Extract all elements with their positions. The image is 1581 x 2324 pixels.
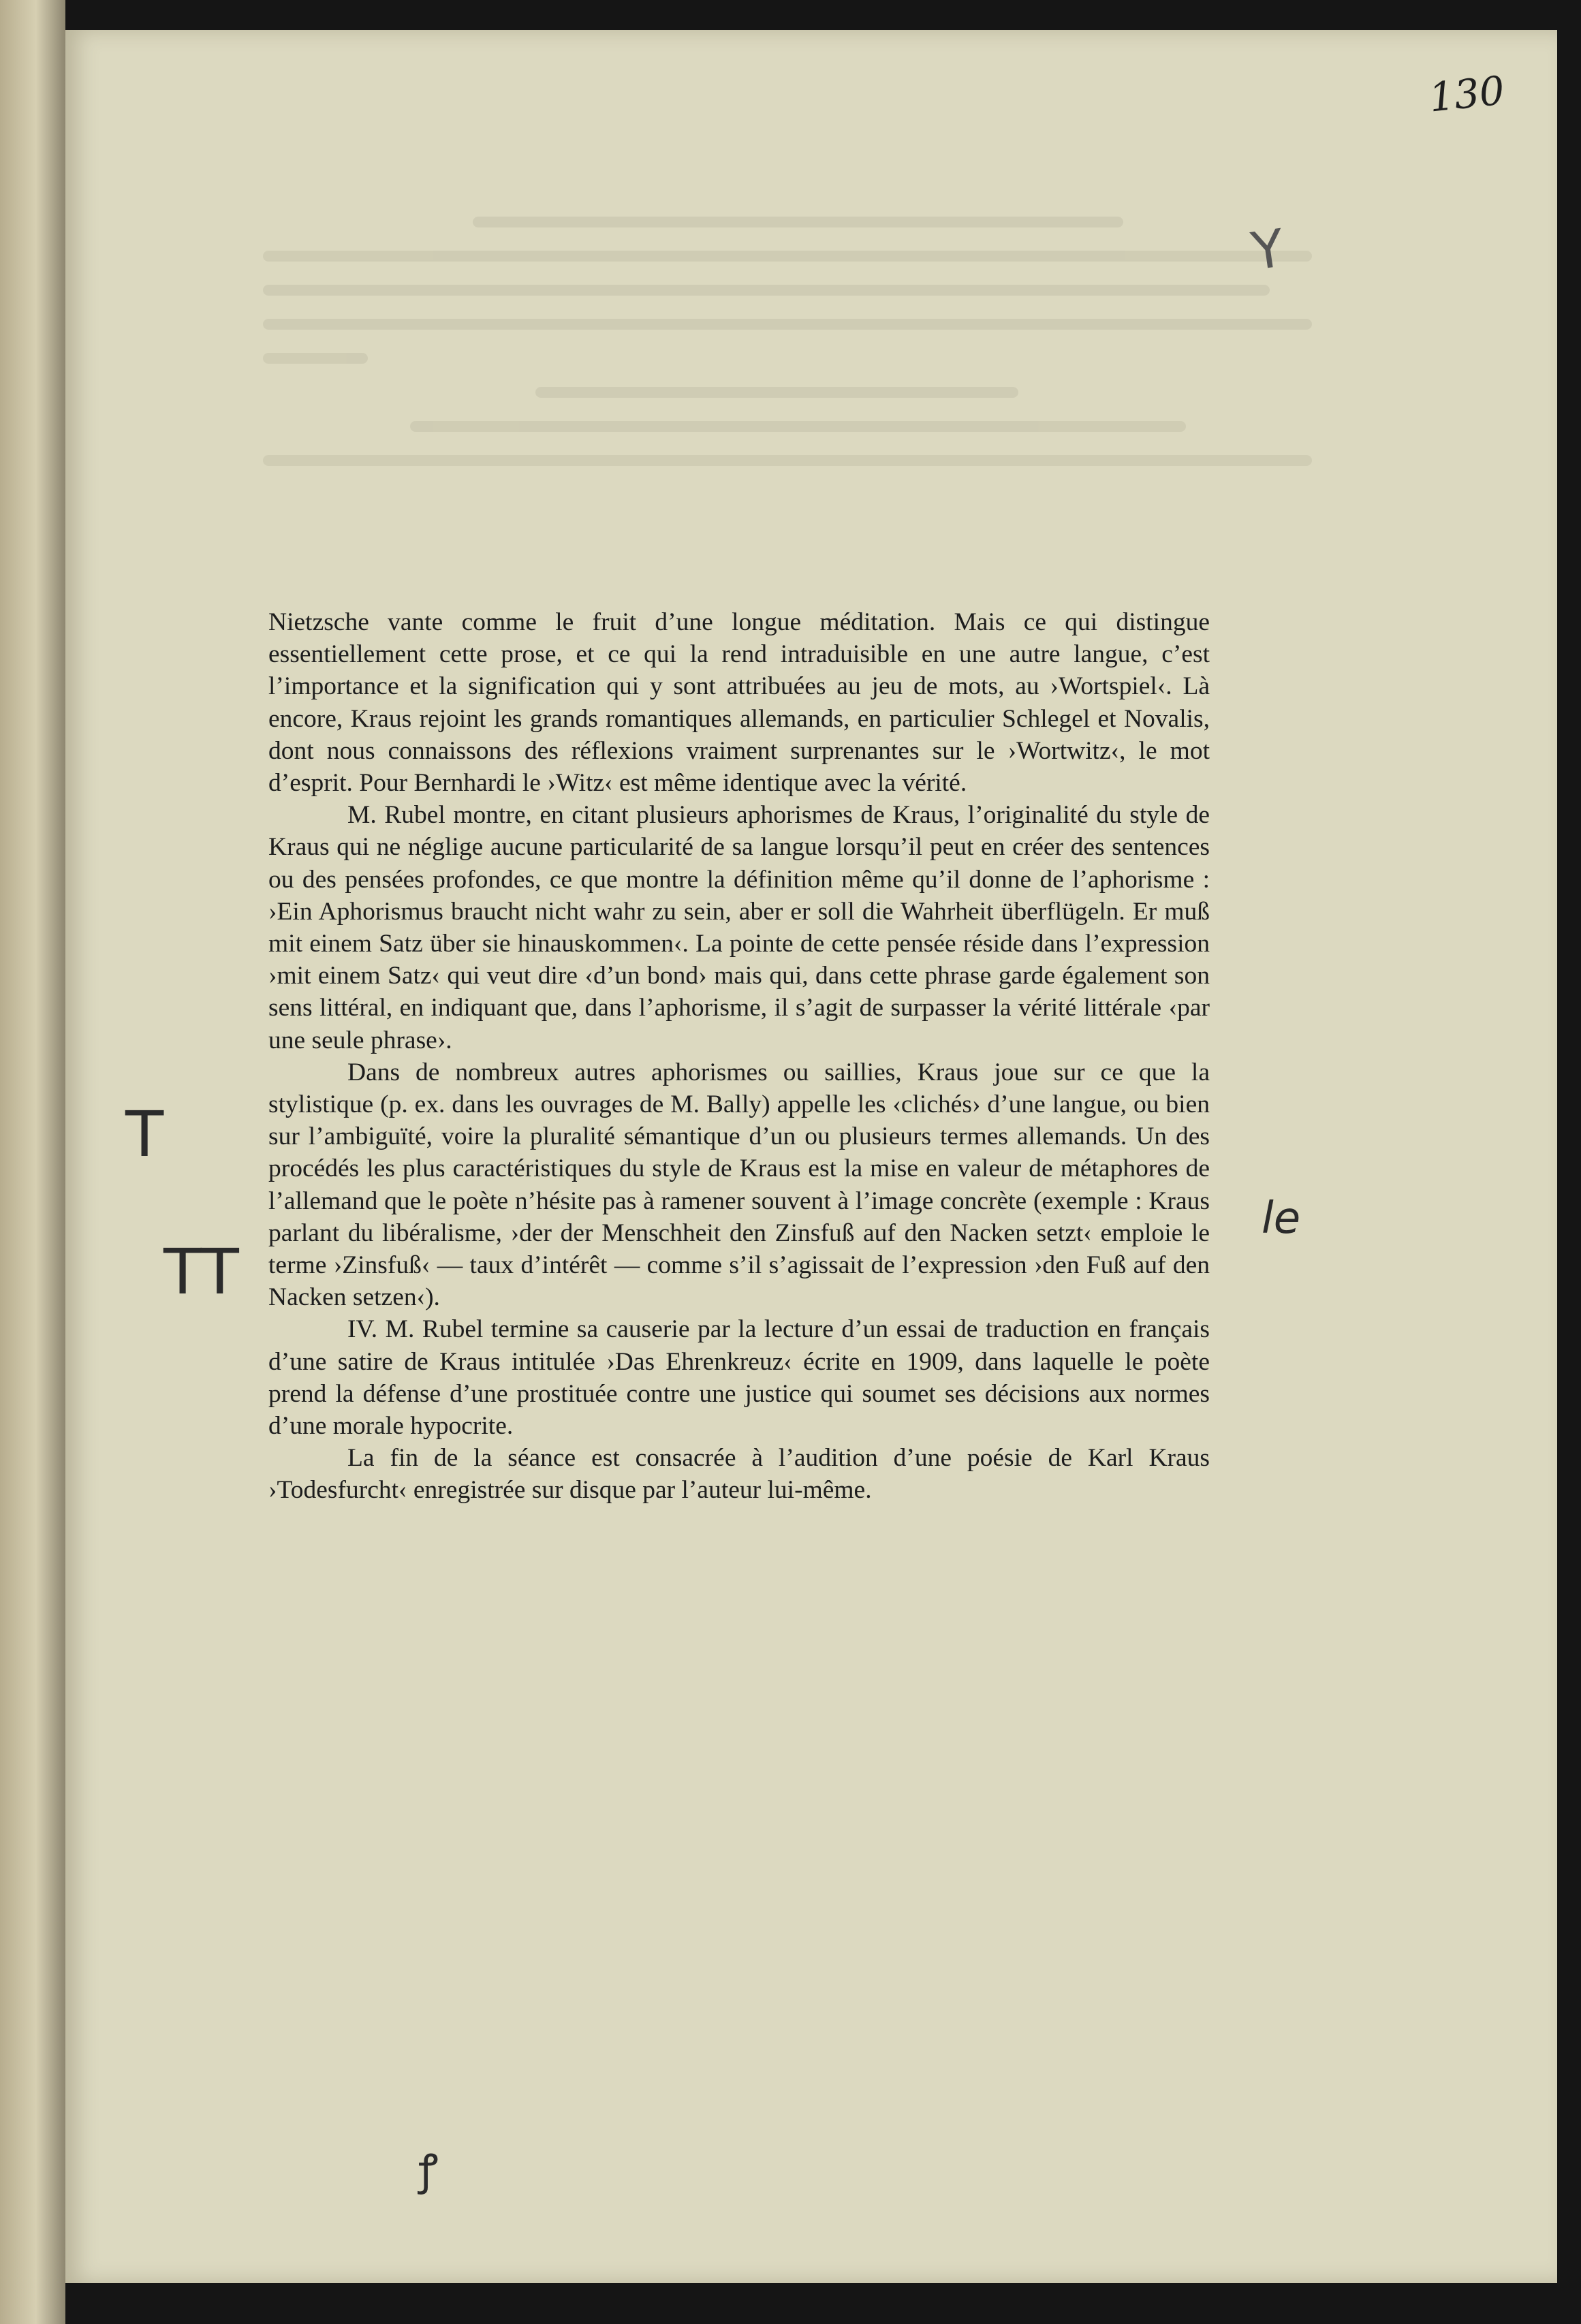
paragraph-1: Nietzsche vante comme le fruit d’une longue méditation. Mais ce qui distingue essentiellement cette prose, et ce qui la rend intraduisible en une autre langue, c’est l’importance et la signification qui y sont attribuées au jeu de mots, au ›Wortspiel‹. Là encore, Kraus rejoint les grands romantiques allemands, en particulier Schlegel et Novalis, dont nous connaissons des réflexions vraiment surprenantes sur le ›Wortwitz‹, le mot d’esprit. Pour Bernhardi le ›Witz‹ est même identique avec la vérité. xyxy=(268,608,1210,798)
margin-annotation-bottom: ꝭ xyxy=(418,2145,439,2195)
margin-annotation-right: le xyxy=(1262,1193,1301,1244)
facing-page-edge xyxy=(0,0,65,2324)
page-number: 130 xyxy=(1426,67,1507,121)
margin-annotation-left-1: T xyxy=(125,1098,164,1171)
margin-annotation-top: Y xyxy=(1248,217,1288,282)
margin-annotation-left-2: TT xyxy=(163,1236,239,1308)
paragraph-5: La fin de la séance est consacrée à l’audition d’une poésie de Karl Kraus ›Todesfurcht‹ enregistrée sur disque par l’auteur lui-même. xyxy=(268,1444,1210,1505)
paragraph-2: M. Rubel montre, en citant plusieurs aphorismes de Kraus, l’originalité du style de Kraus qui ne néglige aucune particularité de sa langue lorsqu’il peut en créer des sentences ou des pensées profondes, ce que montre la définition même qu’il donne de l’aphorisme : ›Ein Aphorismus braucht nicht wahr zu sein, aber er soll die Wahrheit überflügeln. Er muß mit einem Satz über sie hinauskommen‹. La pointe de cette pensée réside dans l’expression ›mit einem Satz‹ qui veut dire ‹d’un bond› mais qui, dans cette phrase garde également son sens littéral, en indiquant que, dans l’aphorisme, il s’agit de surpasser la vérité littérale ‹par une seule phrase›. xyxy=(268,801,1210,1054)
paragraph-4: IV. M. Rubel termine sa causerie par la lecture d’un essai de traduction en français d’une satire de Kraus intitulée ›Das Ehrenkreuz‹ écrite en 1909, dans laquelle le poète prend la défense d’une prostituée contre une justice qui soumet ses décisions aux normes d’une morale hypocrite. xyxy=(268,1315,1210,1441)
body-text xyxy=(268,606,1210,1507)
paragraph-3: Dans de nombreux autres aphorismes ou saillies, Kraus joue sur ce que la stylistique (p. ex. dans les ouvrages de M. Bally) appelle les ‹clichés› d’une langue, ou bien sur l’ambiguïté, voire la pluralité sémantique d’un ou plusieurs termes allemands. Un des procédés les plus caractéristiques du style de Kraus est la mise en valeur de métaphores de l’allemand que le poète n’hésite pas à ramener souvent à l’image concrète (exemple : Kraus parlant du libéralisme, ›der der Menschheit den Zinsfuß auf den Nacken setzt‹ emploie le terme ›Zinsfuß‹ — taux d’intérêt — comme s’il s’agissait de l’expression ›den Fuß auf den Nacken setzen‹). xyxy=(268,1058,1210,1312)
show-through-text xyxy=(263,193,1312,534)
